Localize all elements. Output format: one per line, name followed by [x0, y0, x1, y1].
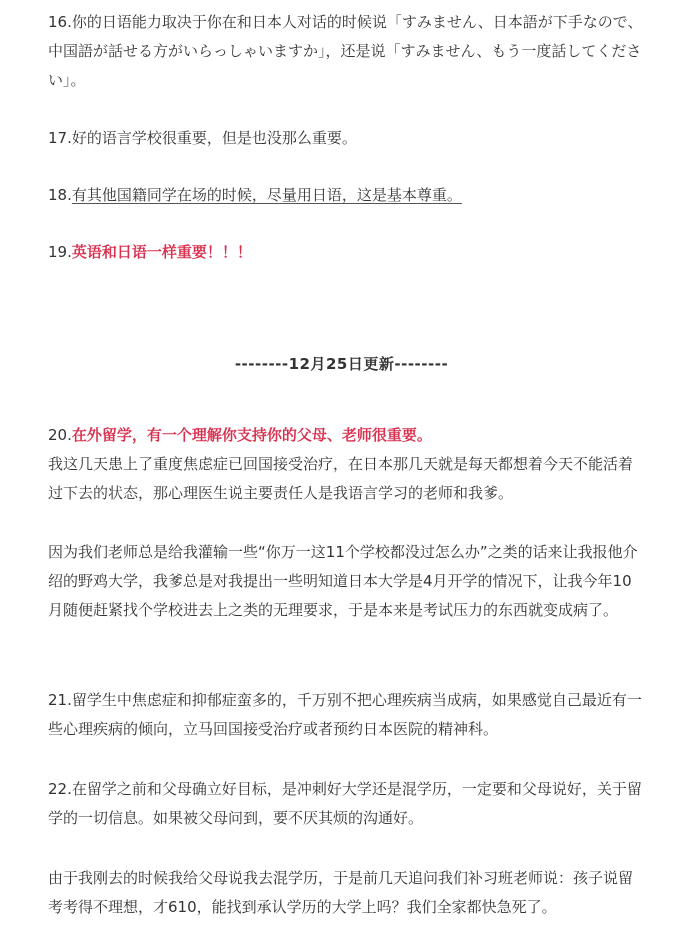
item-17: 17.好的语言学校很重要，但是也没那么重要。: [48, 129, 357, 147]
item-21: 21.留学生中焦虑症和抑郁症蛮多的，千万别不把心理疾病当成病，如果感觉自己最近有一些心理疾病的倾向，立马回国接受治疗或者预约日本医院的精神科。: [48, 691, 642, 738]
update-divider: --------12月25日更新--------: [234, 355, 449, 373]
item-19-number: 19.: [48, 243, 72, 261]
item-20-continuation: 因为我们老师总是给我灌输一些“你万一这11个学校都没过怎么办”之类的话来让我报他介绍的野鸡大学，我爹总是对我提出一些明知道日本大学是4月开学的情况下，让我今年10月随便赶紧找个学校进去上之类的无理要求，于是本来是考试压力的东西就变成病了。: [48, 543, 638, 619]
item-20-number: 20.: [48, 426, 72, 444]
item-16: 16.你的日语能力取决于你在和日本人对话的时候说「すみません、日本語が下手なので、中国語が話せる方がいらっしゃいますか」，还是说「すみません、もう一度話してください」。: [48, 13, 643, 89]
item-20-highlight-text: 在外留学，有一个理解你支持你的父母、老师很重要。: [71, 426, 432, 444]
item-19: [48, 238, 644, 267]
item-20-body: 我这几天患上了重度焦虑症已回国接受治疗，在日本那几天就是每天都想着今天不能活着过下去的状态，那心理医生说主要责任人是我语言学习的老师和我爹。: [48, 455, 634, 502]
item-19-highlight-text: 英语和日语一样重要！！！: [71, 243, 252, 261]
item-22: 22.在留学之前和父母确立好目标，是冲刺好大学还是混学历，一定要和父母说好，关于留学的一切信息。如果被父母问到，要不厌其烦的沟通好。: [48, 780, 642, 827]
item-18: [48, 181, 644, 210]
item-18-underlined-text: 有其他国籍同学在场的时候，尽量用日语，这是基本尊重。: [71, 186, 462, 204]
item-20: [48, 421, 644, 508]
item-22-followup: 由于我刚去的时候我给父母说我去混学历，于是前几天追问我们补习班老师说：孩子说留考考得不理想，才610，能找到承认学历的大学上吗？我们全家都快急死了。: [48, 869, 634, 916]
item-18-number: 18.: [48, 186, 72, 204]
